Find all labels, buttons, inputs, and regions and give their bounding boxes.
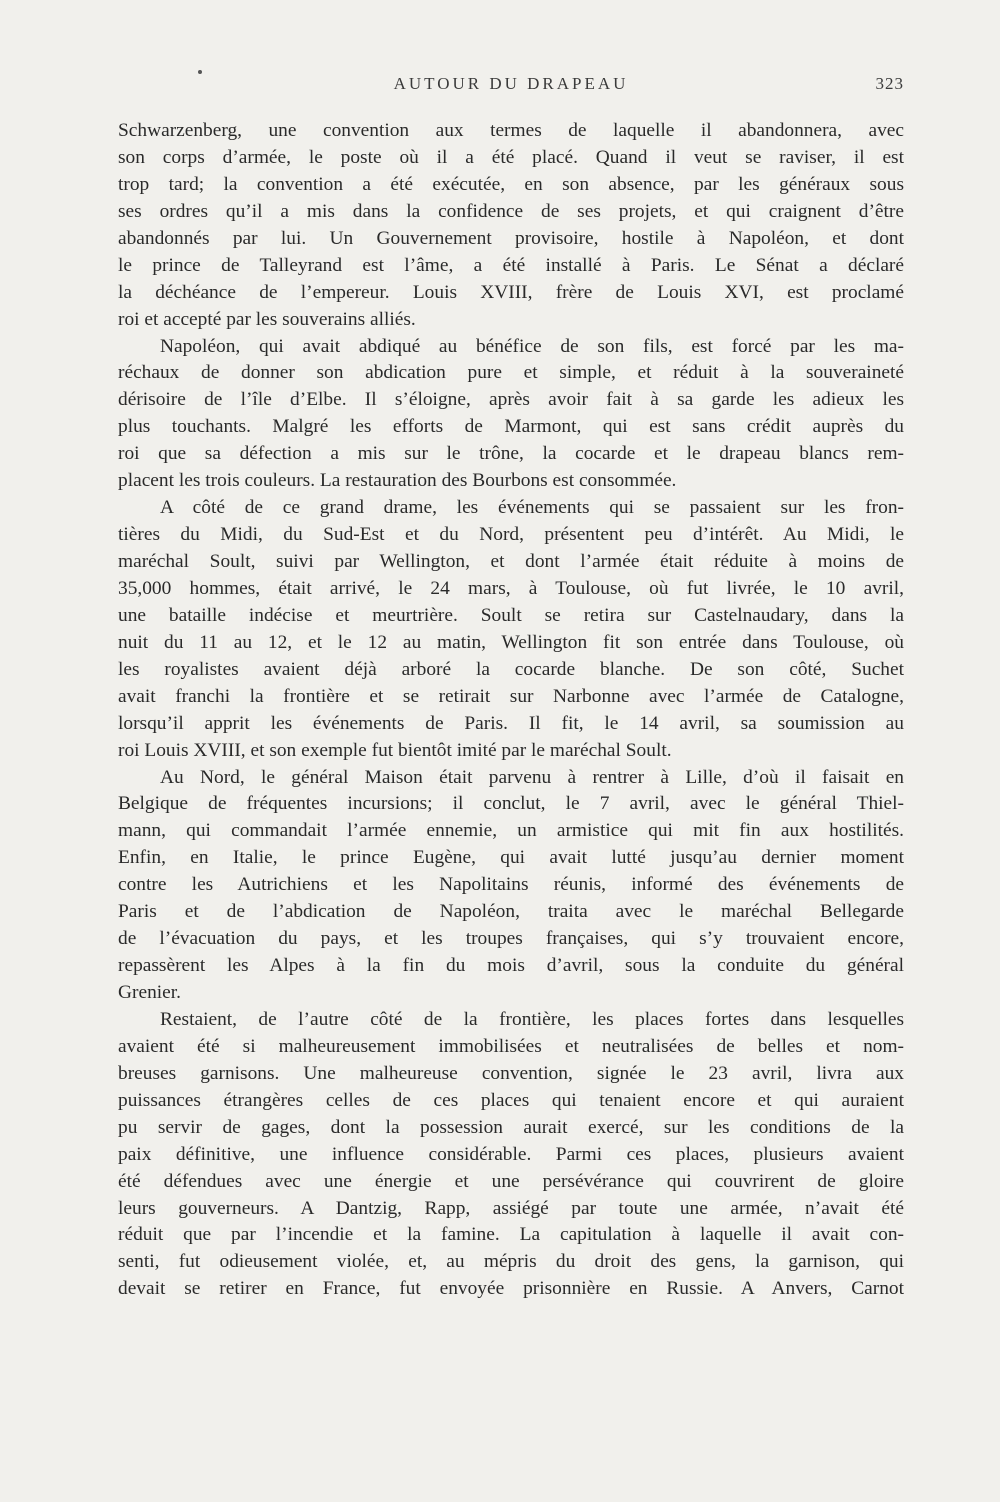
text-line: pu servir de gages, dont la possession aurait exercé, sur les conditions de la (118, 1116, 904, 1138)
text-line: Belgique de fréquentes incursions; il conclut, le 7 avril, avec le général Thiel- (118, 793, 904, 815)
text-line: réduit que par l’incendie et la famine. La capitulation à laquelle il avait con- (118, 1224, 904, 1246)
text-line: roi que sa défection a mis sur le trône, la cocarde et le drapeau blancs rem- (118, 443, 904, 465)
text-line: mann, qui commandait l’armée ennemie, un armistice qui mit fin aux hostilités. (118, 820, 904, 842)
text-line: Paris et de l’abdication de Napoléon, traita avec le maréchal Bellegarde (118, 901, 904, 923)
text-line: breuses garnisons. Une malheureuse convention, signée le 23 avril, livra aux (118, 1062, 904, 1084)
text-line: ses ordres qu’il a mis dans la confidence de ses projets, et qui craignent d’être (118, 200, 904, 222)
body-text (118, 118, 904, 1303)
text-line: placent les trois couleurs. La restauration des Bourbons est consommée. (118, 470, 677, 492)
text-line: Napoléon, qui avait abdiqué au bénéfice de son fils, est forcé par les ma- (160, 335, 904, 357)
text-line: puissances étrangères celles de ces places qui tenaient encore et qui auraient (118, 1089, 904, 1111)
text-line: Au Nord, le général Maison était parvenu à rentrer à Lille, d’où il faisait en (160, 766, 904, 788)
running-header (118, 74, 904, 98)
text-line: devait se retirer en France, fut envoyée prisonnière en Russie. A Anvers, Carnot (118, 1278, 904, 1300)
text-line: les royalistes avaient déjà arboré la cocarde blanche. De son côté, Suchet (118, 658, 904, 680)
text-line: dérisoire de l’île d’Elbe. Il s’éloigne, après avoir fait à sa garde les adieux les (118, 389, 904, 411)
text-line: plus touchants. Malgré les efforts de Marmont, qui est sans crédit auprès du (118, 416, 904, 438)
text-line: le prince de Talleyrand est l’âme, a été installé à Paris. Le Sénat a déclaré (118, 254, 904, 276)
text-line: la déchéance de l’empereur. Louis XVIII, frère de Louis XVI, est proclamé (118, 281, 904, 303)
text-line: A côté de ce grand drame, les événements qui se passaient sur les fron- (160, 497, 904, 519)
text-line: avaient été si malheureusement immobilisées et neutralisées de belles et nom- (118, 1035, 904, 1057)
page-number: 323 (875, 74, 904, 93)
text-line: contre les Autrichiens et les Napolitains réunis, informé des événements de (118, 874, 904, 896)
text-line: maréchal Soult, suivi par Wellington, et dont l’armée était réduite à moins de (118, 551, 904, 572)
text-line: senti, fut odieusement violée, et, au mépris du droit des gens, la garnison, qui (118, 1251, 904, 1273)
text-line: avait franchi la frontière et se retirait sur Narbonne avec l’armée de Catalogne, (118, 685, 904, 707)
text-line: lorsqu’il apprit les événements de Paris. Il fit, le 14 avril, sa soumission au (118, 712, 904, 734)
text-line: 35,000 hommes, était arrivé, le 24 mars, à Toulouse, où fut livrée, le 10 avril, (118, 577, 904, 599)
text-line: roi Louis XVIII, et son exemple fut bientôt imité par le maréchal Soult. (118, 739, 672, 761)
text-line: Schwarzenberg, une convention aux termes de laquelle il abandonnera, avec (118, 120, 904, 141)
text-line: Restaient, de l’autre côté de la frontière, les places fortes dans lesquelles (160, 1008, 904, 1030)
text-line: abandonnés par lui. Un Gouvernement provisoire, hostile à Napoléon, et dont (118, 227, 904, 249)
text-line: leurs gouverneurs. A Dantzig, Rapp, assiégé par toute une armée, n’avait été (118, 1197, 904, 1219)
text-line: réchaux de donner son abdication pure et simple, et réduit à la souveraineté (118, 362, 904, 384)
text-line: une bataille indécise et meurtrière. Soult se retira sur Castelnaudary, dans la (118, 604, 904, 626)
text-line: repassèrent les Alpes à la fin du mois d’avril, sous la conduite du général (118, 955, 904, 977)
text-line: Enfin, en Italie, le prince Eugène, qui avait lutté jusqu’au dernier moment (118, 847, 904, 869)
text-line: Grenier. (118, 982, 181, 1003)
text-line: été défendues avec une énergie et une persévérance qui couvrirent de gloire (118, 1170, 904, 1192)
text-line: trop tard; la convention a été exécutée, en son absence, par les généraux sous (118, 173, 904, 195)
text-line: son corps d’armée, le poste où il a été placé. Quand il veut se raviser, il est (118, 146, 904, 168)
text-line: de l’évacuation du pays, et les troupes françaises, qui s’y trouvaient encore, (118, 928, 904, 950)
text-line: tières du Midi, du Sud-Est et du Nord, présentent peu d’intérêt. Au Midi, le (118, 524, 904, 546)
text-line: paix définitive, une influence considérable. Parmi ces places, plusieurs avaient (118, 1143, 904, 1165)
running-title: AUTOUR DU DRAPEAU (393, 74, 629, 93)
text-line: roi et accepté par les souverains alliés. (118, 308, 416, 330)
text-line: nuit du 11 au 12, et le 12 au matin, Wellington fit son entrée dans Toulouse, où (118, 631, 904, 653)
